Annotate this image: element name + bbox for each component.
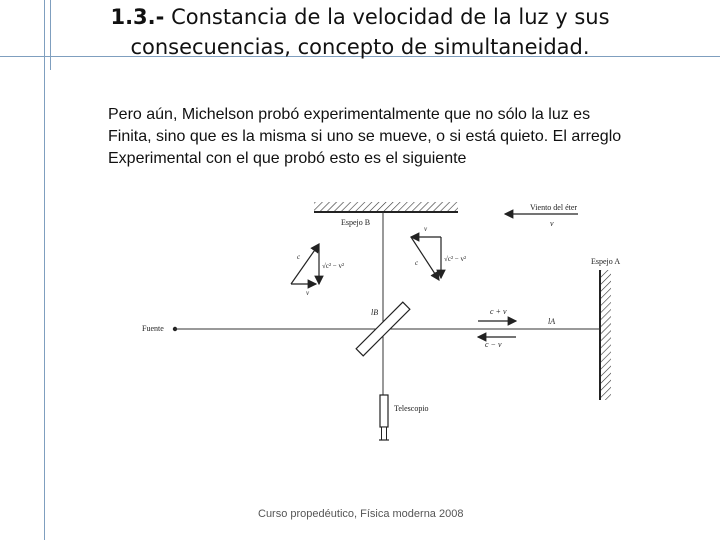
title-number: 1.3.-	[110, 5, 165, 29]
tri-left-c: c	[297, 253, 301, 261]
la-label: lA	[548, 317, 556, 326]
title-text-1: Constancia de la velocidad de la luz y sus	[171, 5, 610, 29]
ether-wind-label: Viento del éter	[530, 203, 578, 212]
slide-paragraph	[108, 104, 708, 170]
tri-right-v: v	[424, 225, 428, 233]
lb-label: lB	[371, 308, 379, 317]
mirror-a-label: Espejo A	[591, 257, 621, 266]
tri-right-root: √c² − v²	[444, 255, 467, 263]
paragraph-line-3: Experimental con el que probó esto es el siguiente	[108, 150, 467, 167]
source-label: Fuente	[142, 324, 164, 333]
tri-right-c: c	[415, 259, 419, 267]
tri-left-v: v	[306, 289, 310, 297]
slide-title	[60, 2, 660, 62]
c-minus-v-label: c − v	[485, 340, 502, 349]
mirror-b-label: Espejo B	[341, 218, 371, 227]
ether-wind-v: v	[550, 219, 554, 228]
telescope-label: Telescopio	[394, 404, 429, 413]
tri-left-root: √c² − v²	[322, 262, 345, 270]
title-line-2: consecuencias, concepto de simultaneidad.	[130, 35, 590, 59]
velocity-triangle-left	[291, 244, 319, 284]
frame-vertical-line-inner	[50, 0, 51, 70]
michelson-morley-diagram	[138, 188, 628, 456]
paragraph-line-2: Finita, sino que es la misma si uno se mueve, o si está quieto. El arreglo	[108, 128, 622, 145]
frame-vertical-line	[44, 0, 45, 540]
telescope	[379, 395, 389, 440]
mirror-b	[314, 202, 458, 212]
title-line-1	[60, 2, 660, 32]
paragraph-line-1: Pero aún, Michelson probó experimentalmente que no sólo la luz es	[108, 106, 591, 123]
slide-footer: Curso propedéutico, Física moderna 2008	[258, 508, 464, 520]
mirror-a	[600, 270, 611, 400]
c-plus-v-label: c + v	[490, 307, 507, 316]
